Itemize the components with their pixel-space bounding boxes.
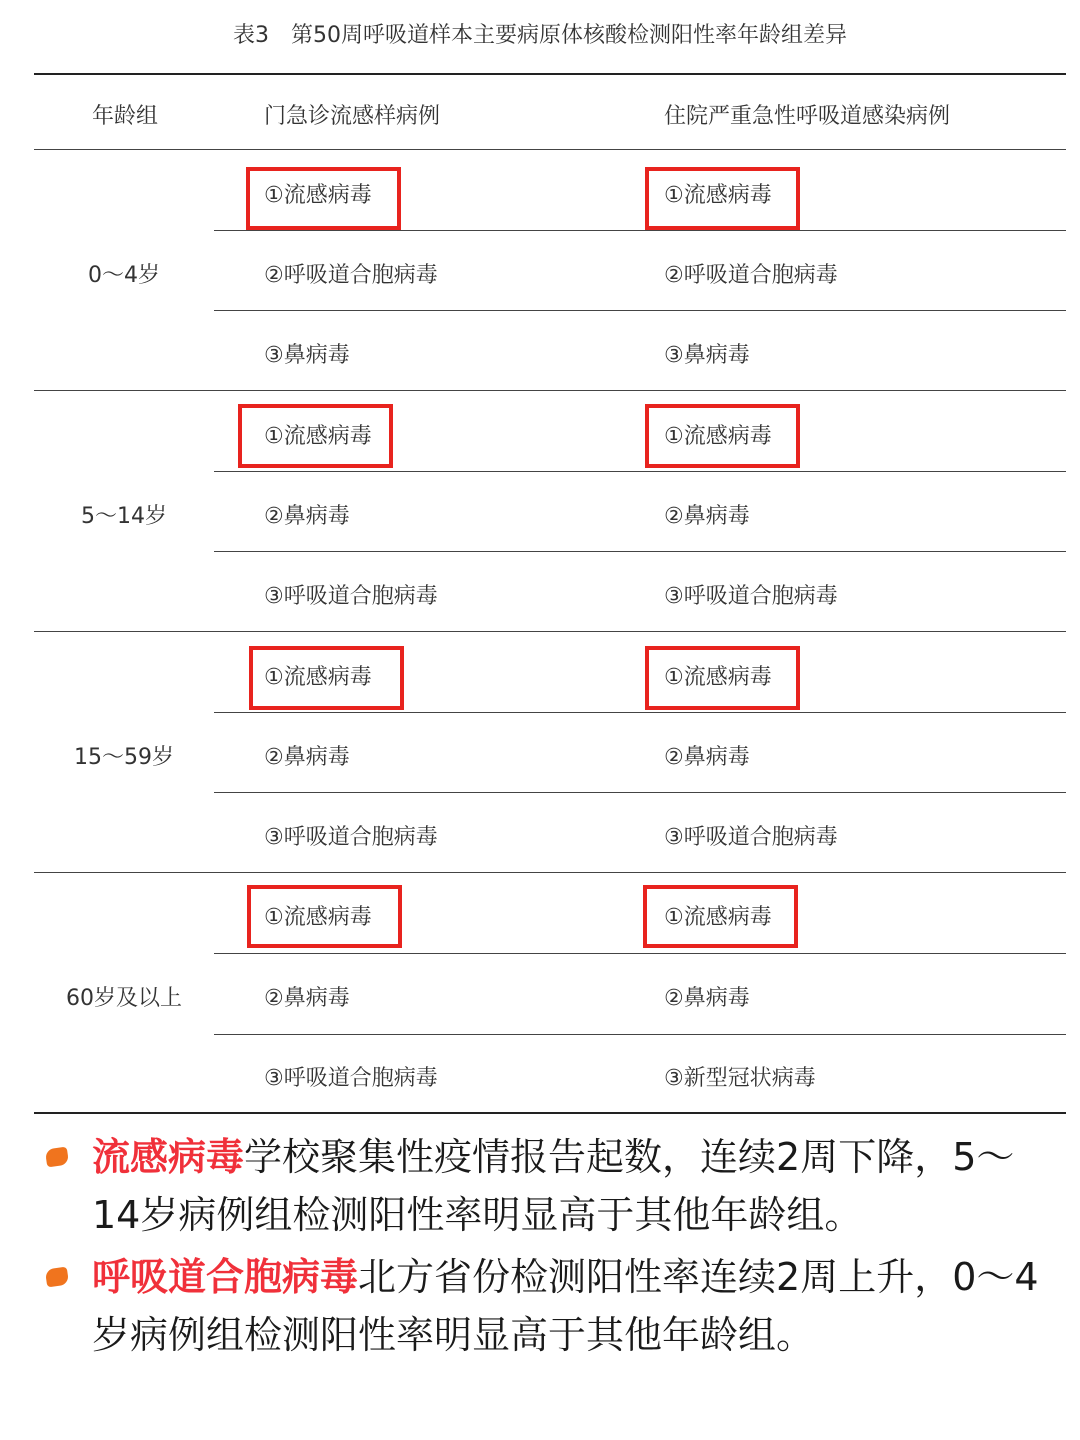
highlight-box: [246, 167, 401, 230]
outpatient-pathogen-3: ③呼吸道合胞病毒: [264, 825, 438, 850]
outpatient-pathogen-3: ③鼻病毒: [264, 343, 350, 368]
outpatient-pathogen-1: ①流感病毒: [264, 424, 372, 449]
inpatient-pathogen-2: ②鼻病毒: [664, 986, 750, 1011]
bullet-highlight: 呼吸道合胞病毒: [92, 1255, 359, 1299]
highlight-box: [645, 404, 800, 468]
inpatient-pathogen-1: ①流感病毒: [664, 424, 772, 449]
row-rule: [214, 230, 1066, 231]
age-group-label: 5～14岁: [81, 504, 167, 529]
inpatient-pathogen-1: ①流感病毒: [664, 905, 772, 930]
highlight-box: [643, 885, 798, 948]
bullet-text: 学校聚集性疫情报告起数，连续2周下降，5～14岁病例组检测阳性率明显高于其他年龄组。: [92, 1135, 1015, 1237]
outpatient-pathogen-2: ②鼻病毒: [264, 504, 350, 529]
header-inpatient: 住院严重急性呼吸道感染病例: [664, 104, 951, 129]
row-rule: [214, 471, 1066, 472]
highlight-box: [645, 167, 800, 230]
inpatient-pathogen-3: ③呼吸道合胞病毒: [664, 825, 838, 850]
inpatient-pathogen-3: ③鼻病毒: [664, 343, 750, 368]
inpatient-pathogen-2: ②鼻病毒: [664, 504, 750, 529]
bullet-item: [46, 1128, 1046, 1244]
table-top-rule: [34, 73, 1066, 75]
highlight-box: [247, 885, 402, 948]
outpatient-pathogen-1: ①流感病毒: [264, 905, 372, 930]
header-age-group: 年龄组: [92, 104, 159, 129]
group-rule: [34, 872, 1066, 873]
row-rule: [214, 953, 1066, 954]
inpatient-pathogen-1: ①流感病毒: [664, 665, 772, 690]
inpatient-pathogen-2: ②呼吸道合胞病毒: [664, 263, 838, 288]
outpatient-pathogen-1: ①流感病毒: [264, 665, 372, 690]
row-rule: [214, 551, 1066, 552]
bullet-dot-icon: [45, 1147, 69, 1168]
outpatient-pathogen-2: ②鼻病毒: [264, 986, 350, 1011]
bullet-item: [46, 1248, 1046, 1364]
inpatient-pathogen-1: ①流感病毒: [664, 183, 772, 208]
outpatient-pathogen-3: ③呼吸道合胞病毒: [264, 1066, 438, 1091]
header-rule: [34, 149, 1066, 150]
highlight-box: [238, 404, 393, 468]
outpatient-pathogen-2: ②鼻病毒: [264, 745, 350, 770]
inpatient-pathogen-2: ②鼻病毒: [664, 745, 750, 770]
row-rule: [214, 1034, 1066, 1035]
table-bottom-rule: [34, 1112, 1066, 1114]
bullet-highlight: 流感病毒: [92, 1135, 245, 1179]
bullet-dot-icon: [45, 1267, 69, 1288]
row-rule: [214, 792, 1066, 793]
outpatient-pathogen-2: ②呼吸道合胞病毒: [264, 263, 438, 288]
group-rule: [34, 390, 1066, 391]
highlight-box: [645, 646, 800, 710]
outpatient-pathogen-3: ③呼吸道合胞病毒: [264, 584, 438, 609]
age-group-label: 0～4岁: [88, 263, 160, 288]
table-caption: 表3 第50周呼吸道样本主要病原体核酸检测阳性率年龄组差异: [233, 23, 847, 48]
age-group-label: 15～59岁: [74, 745, 174, 770]
age-group-label: 60岁及以上: [66, 986, 182, 1011]
bullet-text: 北方省份检测阳性率连续2周上升，0～4岁病例组检测阳性率明显高于其他年龄组。: [92, 1255, 1039, 1357]
inpatient-pathogen-3: ③呼吸道合胞病毒: [664, 584, 838, 609]
summary-bullets: [46, 1128, 1046, 1368]
outpatient-pathogen-1: ①流感病毒: [264, 183, 372, 208]
highlight-box: [249, 646, 404, 710]
row-rule: [214, 310, 1066, 311]
group-rule: [34, 631, 1066, 632]
inpatient-pathogen-3: ③新型冠状病毒: [664, 1066, 816, 1091]
row-rule: [214, 712, 1066, 713]
header-outpatient: 门急诊流感样病例: [264, 104, 441, 129]
